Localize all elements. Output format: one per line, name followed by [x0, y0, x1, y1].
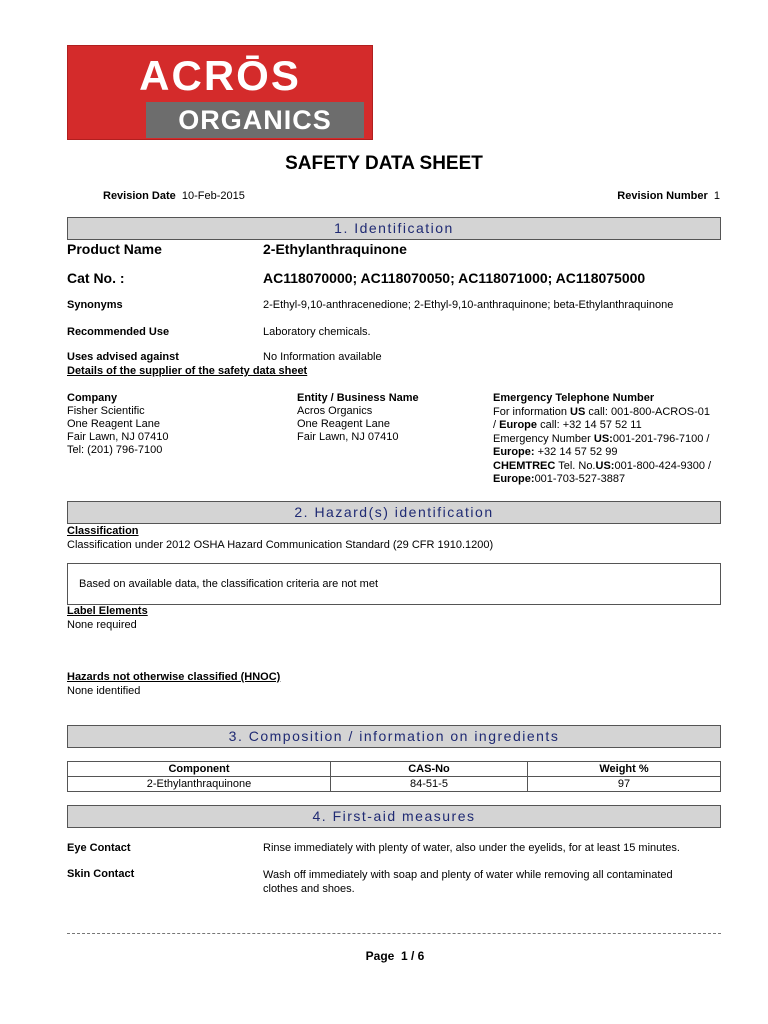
skin-contact-line: clothes and shoes. [263, 883, 355, 895]
table-cell: 2-Ethylanthraquinone [68, 777, 331, 792]
company-block [67, 392, 169, 457]
company-line: One Reagent Lane [67, 418, 160, 430]
uses-advised-against-label: Uses advised against [67, 351, 179, 363]
synonyms-value: 2-Ethyl-9,10-anthracenedione; 2-Ethyl-9,10-anthraquinone; beta-Ethylanthraquinone [263, 299, 674, 311]
composition-table [67, 761, 721, 792]
company-line: Fisher Scientific [67, 405, 145, 417]
cat-no-label: Cat No. : [67, 270, 125, 286]
entity-line: Fair Lawn, NJ 07410 [297, 431, 399, 443]
classification-text: Classification under 2012 OSHA Hazard Communication Standard (29 CFR 1910.1200) [67, 539, 494, 551]
section-composition-header: 3. Composition / information on ingredients [67, 725, 721, 748]
synonyms-label: Synonyms [67, 299, 123, 311]
page-value: 1 / 6 [401, 949, 425, 963]
revision-date-value: 10-Feb-2015 [181, 190, 245, 202]
emergency-line-5: CHEMTREC Tel. No.US:001-800-424-9300 / [493, 459, 712, 472]
table-cell: 84-51-5 [331, 777, 528, 792]
supplier-details-heading: Details of the supplier of the safety data sheet [67, 365, 308, 377]
emergency-line-3: Emergency Number US:001-201-796-7100 / [493, 432, 710, 445]
entity-heading: Entity / Business Name [297, 392, 419, 404]
emergency-line-2: / Europe call: +32 14 57 52 11 [493, 419, 642, 431]
product-name-value: 2-Ethylanthraquinone [263, 241, 407, 257]
label-elements-text: None required [67, 619, 137, 631]
recommended-use-label: Recommended Use [67, 326, 170, 338]
entity-line: One Reagent Lane [297, 418, 390, 430]
company-heading: Company [67, 392, 118, 404]
revision-number [617, 190, 720, 202]
revision-date-label: Revision Date [103, 190, 176, 202]
classification-box [67, 563, 721, 605]
page-label: Page [365, 949, 395, 963]
logo-organics-text: ORGANICS [146, 102, 364, 138]
emergency-line-6: Europe:001-703-527-3887 [493, 473, 626, 485]
section-identification-header: 1. Identification [67, 217, 721, 240]
section-hazard-header: 2. Hazard(s) identification [67, 501, 721, 524]
company-line: Fair Lawn, NJ 07410 [67, 431, 169, 443]
recommended-use-value: Laboratory chemicals. [263, 326, 371, 338]
revision-number-label: Revision Number [617, 190, 708, 202]
table-header-row [68, 762, 721, 777]
emergency-line-4: Europe: +32 14 57 52 99 [493, 446, 618, 458]
hnoc-text: None identified [67, 685, 141, 697]
entity-line: Acros Organics [297, 405, 373, 417]
hnoc-heading: Hazards not otherwise classified (HNOC) [67, 671, 281, 683]
company-line: Tel: (201) 796-7100 [67, 444, 163, 456]
product-name-label: Product Name [67, 241, 162, 257]
revision-date [103, 190, 245, 202]
acros-organics-logo [67, 45, 373, 140]
column-header: Component [68, 762, 331, 777]
emergency-heading: Emergency Telephone Number [493, 392, 655, 404]
logo-acros-text: ACRŌS [139, 52, 301, 99]
skin-contact-label: Skin Contact [67, 868, 135, 880]
skin-contact-text [263, 868, 673, 896]
section-first-aid-header: 4. First-aid measures [67, 805, 721, 828]
table-row [68, 777, 721, 792]
column-header: CAS-No [331, 762, 528, 777]
eye-contact-label: Eye Contact [67, 842, 131, 854]
document-title: SAFETY DATA SHEET [285, 153, 483, 174]
label-elements-heading: Label Elements [67, 605, 148, 617]
skin-contact-line: Wash off immediately with soap and plenty of water while removing all contaminated [263, 869, 673, 881]
eye-contact-text: Rinse immediately with plenty of water, also under the eyelids, for at least 15 minutes. [263, 842, 680, 854]
revision-number-value: 1 [713, 190, 720, 202]
classification-heading: Classification [67, 525, 139, 537]
column-header: Weight % [528, 762, 721, 777]
footer-divider [67, 933, 721, 934]
table-cell: 97 [528, 777, 721, 792]
uses-advised-against-value: No Information available [263, 351, 382, 363]
classification-box-text: Based on available data, the classification criteria are not met [79, 578, 378, 590]
logo-bar [68, 102, 146, 138]
page-number [0, 949, 768, 963]
cat-no-value: AC118070000; AC118070050; AC118071000; AC118075000 [263, 270, 646, 286]
entity-block [297, 392, 419, 444]
emergency-line-1: For information US call: 001-800-ACROS-01 [493, 405, 711, 418]
emergency-block [493, 392, 733, 487]
